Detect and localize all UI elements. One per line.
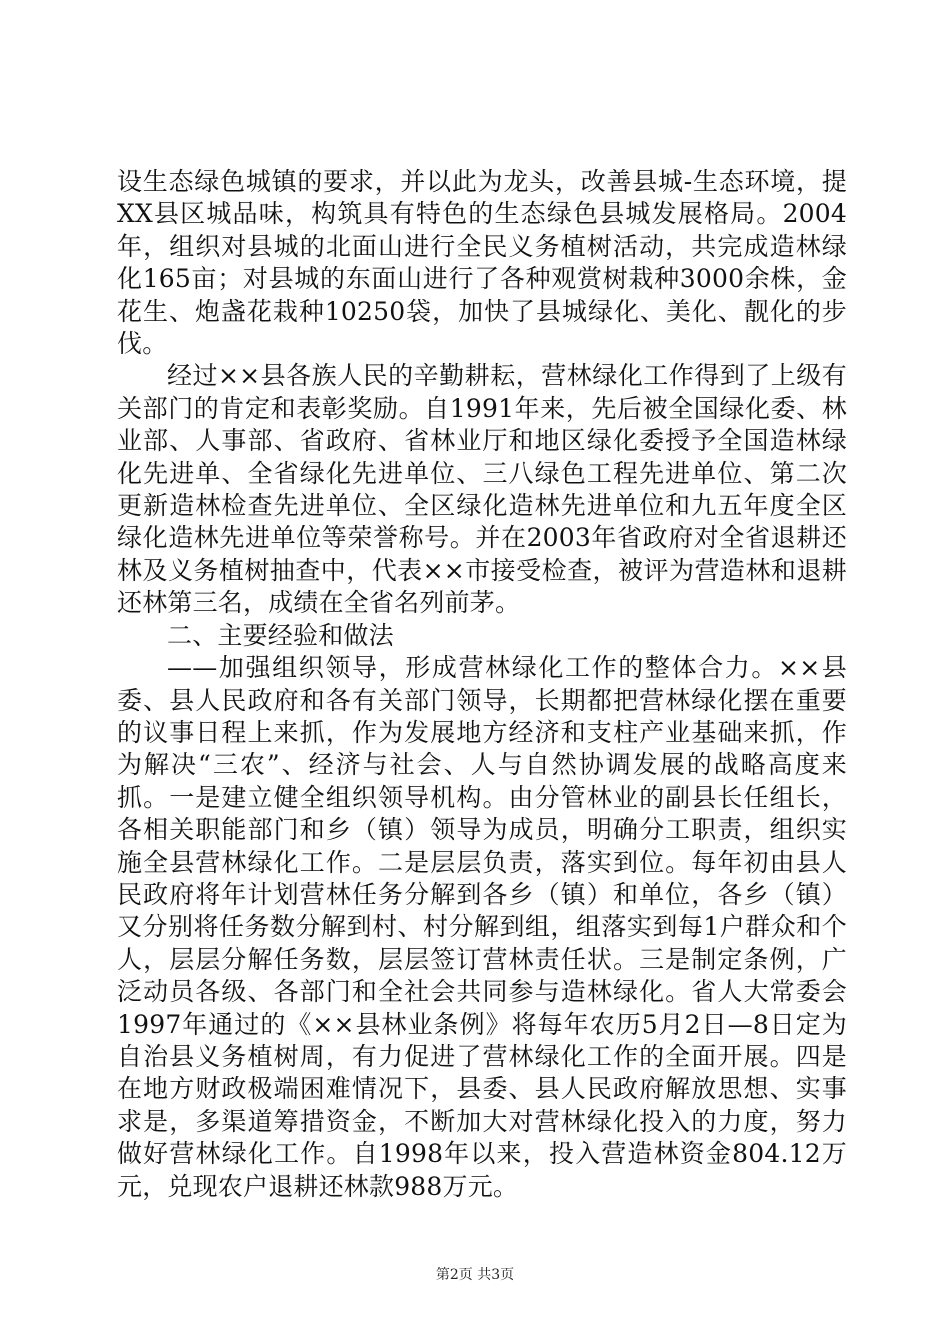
paragraph-greening-project: 设生态绿色城镇的要求，并以此为龙头，改善县城-生态环境，提XX县区城品味，构筑具有特色的生态绿色县城发展格局。2004年，组织对县城的北面山进行全民义务植树活动，共完成造林绿化165亩；对县城的东面山进行了各种观赏树栽种3000余株，金花生、炮盏花栽种10250袋，加快了县城绿化、美化、靓化的步伐。 [117,167,847,359]
paragraph-honors: 经过××县各族人民的辛勤耕耘，营林绿化工作得到了上级有关部门的肯定和表彰奖励。自1991年来，先后被全国绿化委、林业部、人事部、省政府、省林业厅和地区绿化委授予全国造林绿化先进单、全省绿化先进单位、三八绿色工程先进单位、第二次更新造林检查先进单位、全区绿化造林先进单位和九五年度全区绿化造林先进单位等荣誉称号。并在2003年省政府对全省退耕还林及义务植树抽查中，代表××市接受检查，被评为营造林和退耕还林第三名，成绩在全省名列前茅。 [117,361,847,618]
section-heading-experience: 二、主要经验和做法 [167,620,394,650]
document-body [117,166,847,1203]
page-number-footer: 第2页 共3页 [435,1267,515,1283]
paragraph-organization-leadership: ——加强组织领导，形成营林绿化工作的整体合力。××县委、县人民政府和各有关部门领导，长期都把营林绿化摆在重要的议事日程上来抓，作为发展地方经济和支柱产业基础来抓，作为解决“三农”、经济与社会、人与自然协调发展的战略高度来抓。一是建立健全组织领导机构。由分管林业的副县长任组长，各相关职能部门和乡（镇）领导为成员，明确分工职责，组织实施全县营林绿化工作。二是层层负责，落实到位。每年初由县人民政府将年计划营林任务分解到各乡（镇）和单位，各乡（镇）又分别将任务数分解到村、村分解到组，组落实到每1户群众和个人，层层分解任务数，层层签订营林责任状。三是制定条例，广泛动员各级、各部门和全社会共同参与造林绿化。省人大常委会1997年通过的《××县林业条例》将每年农历5月2日—8日定为自治县义务植树周，有力促进了营林绿化工作的全面开展。四是在地方财政极端困难情况下，县委、县人民政府解放思想、实事求是，多渠道筹措资金，不断加大对营林绿化投入的力度，努力做好营林绿化工作。自1998年以来，投入营造林资金804.12万元，兑现农户退耕还林款988万元。 [117,653,847,1201]
